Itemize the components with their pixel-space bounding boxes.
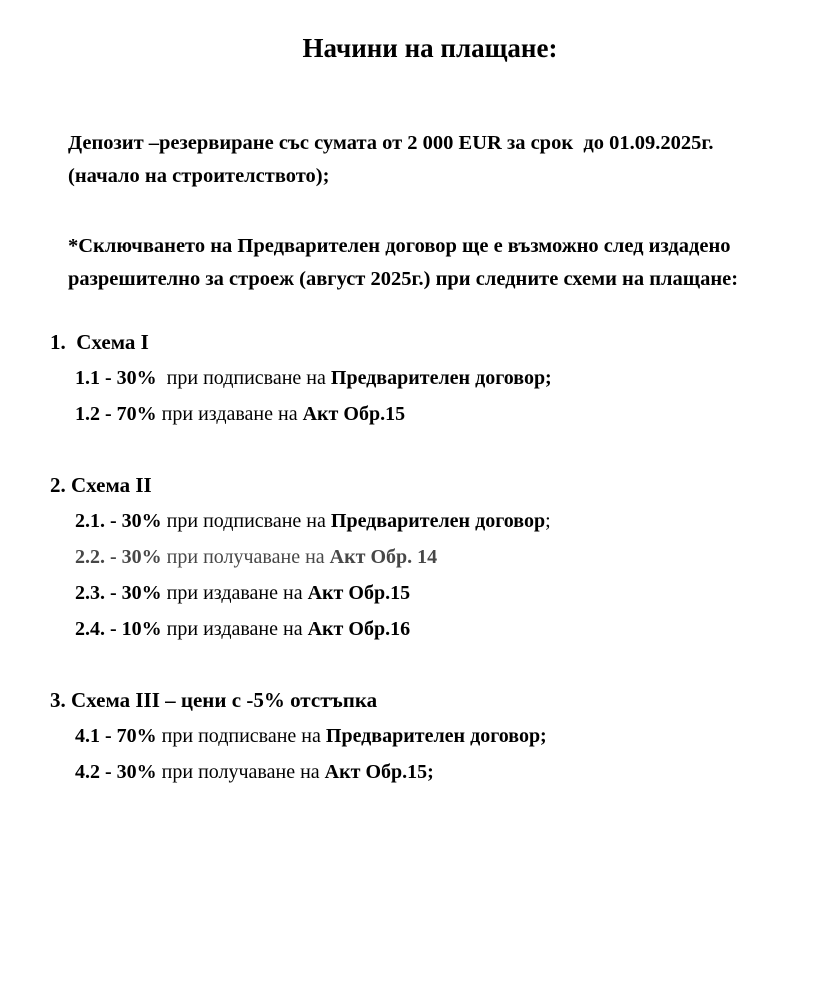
scheme-item-text: при получаване на xyxy=(156,761,325,783)
scheme-item-target: Акт Обр.15 xyxy=(307,582,411,604)
scheme-item xyxy=(75,367,781,390)
scheme-item xyxy=(75,510,781,533)
scheme-item-target: Акт Обр.15 xyxy=(302,403,406,425)
scheme-item-suffix: ; xyxy=(545,510,551,532)
scheme-item-text: при получаване на xyxy=(161,546,330,568)
scheme-item-text: при издаване на xyxy=(156,403,303,425)
scheme-heading: 2. Схема II xyxy=(50,473,152,497)
scheme-section-3 xyxy=(50,688,781,784)
paragraph-line: разрешително за строеж (август 2025г.) при следните схеми на плащане: xyxy=(68,268,739,290)
scheme-item-text: при издаване на xyxy=(161,618,308,640)
document-title: Начини на плащане: xyxy=(302,33,558,63)
scheme-item-target: Предварителен договор; xyxy=(330,367,552,389)
scheme-item-target: Акт Обр. 14 xyxy=(329,546,438,568)
scheme-heading: 3. Схема III – цени с -5% отстъпка xyxy=(50,688,378,712)
paragraph-line: Депозит –резервиране със сумата от 2 000 EUR за срок до 01.09.2025г. xyxy=(68,132,714,154)
scheme-item-text: при подписване на xyxy=(161,510,331,532)
scheme-item-amount: 1.2 - 70% xyxy=(75,403,157,425)
scheme-section-1 xyxy=(50,330,781,426)
intro-paragraph-deposit xyxy=(68,127,781,193)
scheme-item-target: Предварителен договор xyxy=(330,510,546,532)
scheme-item-amount: 2.3. - 30% xyxy=(75,582,162,604)
scheme-section-2 xyxy=(50,473,781,641)
scheme-item-amount: 2.2. - 30% xyxy=(75,546,162,568)
scheme-item-amount: 4.2 - 30% xyxy=(75,761,157,783)
scheme-item-text: при подписване на xyxy=(156,725,326,747)
intro-paragraph-contract-note xyxy=(68,230,781,296)
scheme-item-target: Предварителен договор; xyxy=(325,725,547,747)
scheme-item-amount: 2.4. - 10% xyxy=(75,618,162,640)
scheme-item-target: Акт Обр.16 xyxy=(307,618,411,640)
scheme-item xyxy=(75,761,781,784)
document-content xyxy=(0,127,836,784)
scheme-item xyxy=(75,403,781,426)
scheme-item xyxy=(75,725,781,748)
scheme-item xyxy=(75,546,781,569)
scheme-item-text: при издаване на xyxy=(161,582,308,604)
scheme-item xyxy=(75,618,781,641)
scheme-item-amount: 4.1 - 70% xyxy=(75,725,157,747)
scheme-item-amount: 2.1. - 30% xyxy=(75,510,162,532)
scheme-item-target: Акт Обр.15; xyxy=(324,761,434,783)
paragraph-line: *Сключването на Предварителен договор ще е възможно след издадено xyxy=(68,235,731,257)
scheme-item xyxy=(75,582,781,605)
scheme-item-text: при подписване на xyxy=(156,367,331,389)
scheme-heading: 1. Схема I xyxy=(50,330,149,354)
scheme-item-amount: 1.1 - 30% xyxy=(75,367,157,389)
paragraph-line: (начало на строителството); xyxy=(68,165,330,187)
